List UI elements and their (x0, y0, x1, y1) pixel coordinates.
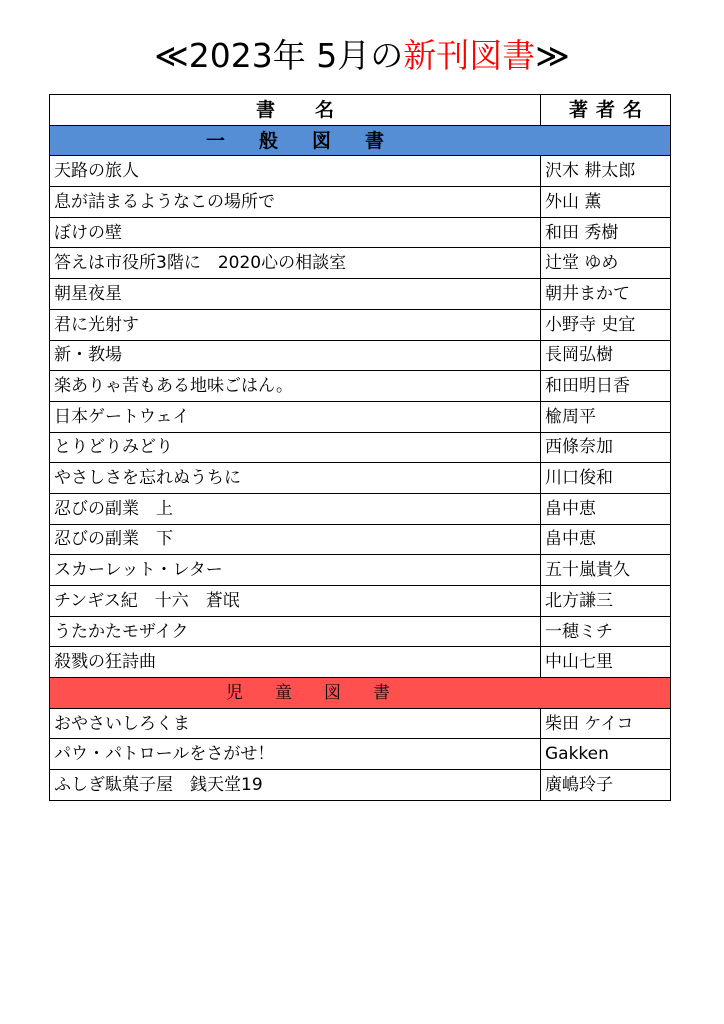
author-cell: 辻堂 ゆめ (541, 248, 671, 279)
book-title-cell: ふしぎ駄菓子屋 銭天堂19 (50, 770, 541, 801)
book-title-cell: うたかたモザイク (50, 616, 541, 647)
table-row (50, 371, 671, 402)
book-title-cell: パウ・パトロールをさがせ！ (50, 739, 541, 770)
table-row (50, 616, 671, 647)
book-title-cell: 日本ゲートウェイ (50, 401, 541, 432)
category-row-general (50, 125, 671, 156)
title-suffix: ≫ (535, 36, 570, 75)
book-title-cell: 朝星夜星 (50, 279, 541, 310)
book-title-cell: ぼけの壁 (50, 217, 541, 248)
table-row (50, 739, 671, 770)
book-title-cell: 答えは市役所3階に 2020心の相談室 (50, 248, 541, 279)
book-title-cell: スカーレット・レター (50, 555, 541, 586)
table-row (50, 463, 671, 494)
book-title-cell: 忍びの副業 下 (50, 524, 541, 555)
category-children-label: 児童図書 (226, 682, 422, 703)
table-row (50, 401, 671, 432)
author-cell: 一穂ミチ (541, 616, 671, 647)
title-highlight: 新刊図書 (403, 36, 536, 75)
author-cell: Gakken (541, 739, 671, 770)
table-row (50, 340, 671, 371)
author-cell: 畠中恵 (541, 524, 671, 555)
author-cell: 柴田 ケイコ (541, 708, 671, 739)
table-row (50, 217, 671, 248)
book-title-cell: とりどりみどり (50, 432, 541, 463)
book-title-cell: 殺戮の狂詩曲 (50, 647, 541, 678)
book-title-cell: 新・教場 (50, 340, 541, 371)
table-row (50, 248, 671, 279)
author-cell: 朝井まかて (541, 279, 671, 310)
title-prefix: ≪2023年 5月の (154, 36, 404, 75)
category-general-label: 一般図書 (206, 129, 419, 152)
table-row (50, 586, 671, 617)
author-cell: 五十嵐貴久 (541, 555, 671, 586)
author-cell: 長岡弘樹 (541, 340, 671, 371)
book-title-cell: 楽ありゃ苦もある地味ごはん。 (50, 371, 541, 402)
header-book-title: 書名 (50, 95, 541, 126)
author-cell: 中山七里 (541, 647, 671, 678)
table-row (50, 432, 671, 463)
author-cell: 西條奈加 (541, 432, 671, 463)
book-title-cell: 君に光射す (50, 309, 541, 340)
table-row (50, 279, 671, 310)
table-row (50, 708, 671, 739)
book-title-cell: 息が詰まるようなこの場所で (50, 187, 541, 218)
author-cell: 畠中恵 (541, 493, 671, 524)
author-cell: 川口俊和 (541, 463, 671, 494)
table-row (50, 647, 671, 678)
table-row (50, 493, 671, 524)
author-cell: 和田 秀樹 (541, 217, 671, 248)
author-cell: 沢木 耕太郎 (541, 156, 671, 187)
book-title-cell: やさしさを忘れぬうちに (50, 463, 541, 494)
table-row (50, 187, 671, 218)
table-row (50, 156, 671, 187)
table-row (50, 524, 671, 555)
author-cell: 廣嶋玲子 (541, 770, 671, 801)
author-cell: 外山 薫 (541, 187, 671, 218)
book-title-cell: おやさいしろくま (50, 708, 541, 739)
author-cell: 小野寺 史宜 (541, 309, 671, 340)
table-row (50, 770, 671, 801)
category-general-cell (50, 125, 671, 156)
header-author: 著者名 (541, 95, 671, 126)
page-title (0, 34, 724, 78)
table-row (50, 555, 671, 586)
book-title-cell: 天路の旅人 (50, 156, 541, 187)
author-cell: 北方謙三 (541, 586, 671, 617)
new-books-table (49, 94, 671, 801)
category-children-cell (50, 678, 671, 709)
category-row-children (50, 678, 671, 709)
author-cell: 和田明日香 (541, 371, 671, 402)
table-header-row (50, 95, 671, 126)
book-title-cell: 忍びの副業 上 (50, 493, 541, 524)
author-cell: 楡周平 (541, 401, 671, 432)
book-title-cell: チンギス紀 十六 蒼氓 (50, 586, 541, 617)
table-row (50, 309, 671, 340)
